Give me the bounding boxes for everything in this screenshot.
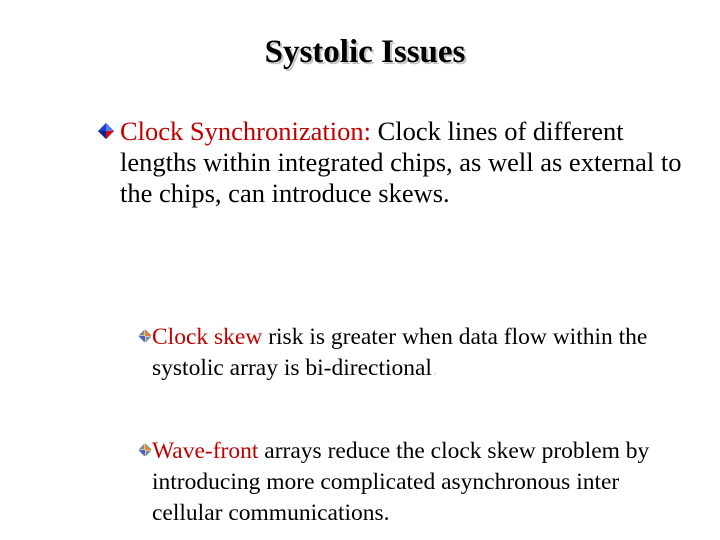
bullet-item-clock-synchronization (120, 116, 690, 209)
sub-bullet-text: arrays reduce the clock skew problem by introducing more complicated asynchronous inter cellular communications. (152, 438, 650, 526)
slide-title: Systolic Issues (264, 34, 466, 70)
sub-bullet-text: risk is greater when data flow within the systolic array is bi-directional (152, 324, 648, 381)
diamond-bullet-icon (98, 123, 114, 139)
sub-bullet-item-clock-skew (152, 322, 692, 384)
sub-bullet-item-wave-front (152, 436, 692, 529)
sub-bullet-term: Clock skew (152, 324, 263, 350)
small-diamond-bullet-icon (138, 329, 152, 343)
bullet-term: Clock Synchronization: (120, 116, 371, 146)
bullet-text: Clock lines of different lengths within integrated chips, as well as external to the chips, can introduce skews. (120, 116, 682, 208)
trailing-period: . (431, 355, 438, 381)
small-diamond-bullet-icon (138, 443, 152, 457)
sub-bullet-term: Wave-front (152, 438, 259, 464)
